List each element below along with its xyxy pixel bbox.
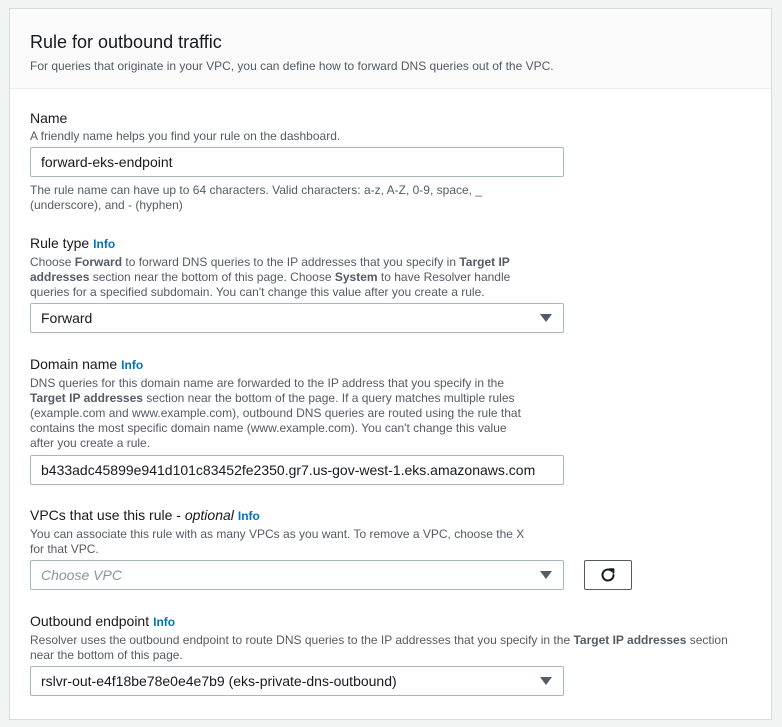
outbound-endpoint-group (30, 612, 750, 663)
vpc-select[interactable] (30, 560, 564, 590)
domain-name-label-row (30, 355, 530, 374)
outbound-endpoint-label-row (30, 612, 750, 631)
domain-name-input[interactable]: b433adc45899e941d101c83452fe2350.gr7.us-gov-west-1.eks.amazonaws.com (30, 455, 564, 485)
refresh-vpcs-button[interactable] (584, 560, 632, 590)
vpcs-group (30, 506, 530, 557)
outbound-rule-panel (9, 8, 772, 720)
name-description: A friendly name helps you find your rule on the dashboard. (30, 129, 341, 143)
outbound-endpoint-selected: rslvr-out-e4f18be78e0e4e7b9 (eks-private-dns-outbound) (41, 673, 397, 689)
vpcs-description: You can associate this rule with as many VPCs as you want. To remove a VPC, choose the X for that VPC. (30, 527, 525, 556)
rule-type-group (30, 234, 530, 300)
rule-type-selected: Forward (41, 310, 93, 326)
name-hint-line1: The rule name can have up to 64 characters. Valid characters: a-z, A-Z, 0-9, space, _ (30, 183, 483, 197)
vpcs-optional: optional (184, 507, 234, 523)
rule-type-description: Choose Forward to forward DNS queries to the IP addresses that you specify in Target IP addresses section near the bottom of this page. Choose System to have Resolver handle queries for a specified subdomain. You can't change this value after you create a rule. (30, 255, 511, 299)
rule-type-info-link[interactable]: Info (93, 237, 116, 251)
refresh-icon (599, 566, 617, 584)
panel-description: For queries that originate in your VPC, you can define how to forward DNS queries out of the VPC. (30, 59, 554, 73)
vpcs-info-link[interactable]: Info (237, 509, 260, 523)
domain-name-description: DNS queries for this domain name are forwarded to the IP address that you specify in the Target IP addresses section near the bottom of the page. If a query matches multiple rules (example.com and www.example.com), outbound DNS queries are routed using the rule that contains the most specific domain name (www.example.com). You can't change this value after you create a rule. (30, 376, 521, 450)
caret-down-icon (540, 314, 552, 322)
domain-name-group (30, 355, 530, 451)
outbound-endpoint-label: Outbound endpoint (30, 613, 150, 629)
vpcs-label: VPCs that use this rule - (30, 507, 185, 523)
rule-type-label-row (30, 234, 530, 253)
panel-title: Rule for outbound traffic (30, 32, 222, 52)
vpcs-label-row (30, 506, 530, 525)
outbound-endpoint-info-link[interactable]: Info (153, 615, 176, 629)
caret-down-icon (540, 571, 552, 579)
vpc-placeholder: Choose VPC (41, 567, 122, 583)
name-hint-line2: (underscore), and - (hyphen) (30, 198, 183, 212)
panel-header (10, 9, 771, 89)
name-hint (30, 183, 570, 213)
rule-type-select[interactable] (30, 303, 564, 333)
outbound-endpoint-select[interactable] (30, 666, 564, 696)
domain-name-label: Domain name (30, 356, 118, 372)
name-label: Name (30, 110, 68, 126)
domain-name-info-link[interactable]: Info (121, 358, 144, 372)
caret-down-icon (540, 677, 552, 685)
outbound-endpoint-description: Resolver uses the outbound endpoint to route DNS queries to the IP addresses that you specify in the Target IP addresses section near the bottom of this page. (30, 633, 728, 662)
rule-type-label: Rule type (30, 235, 90, 251)
name-input[interactable]: forward-eks-endpoint (30, 147, 564, 177)
name-field-group (30, 109, 570, 144)
